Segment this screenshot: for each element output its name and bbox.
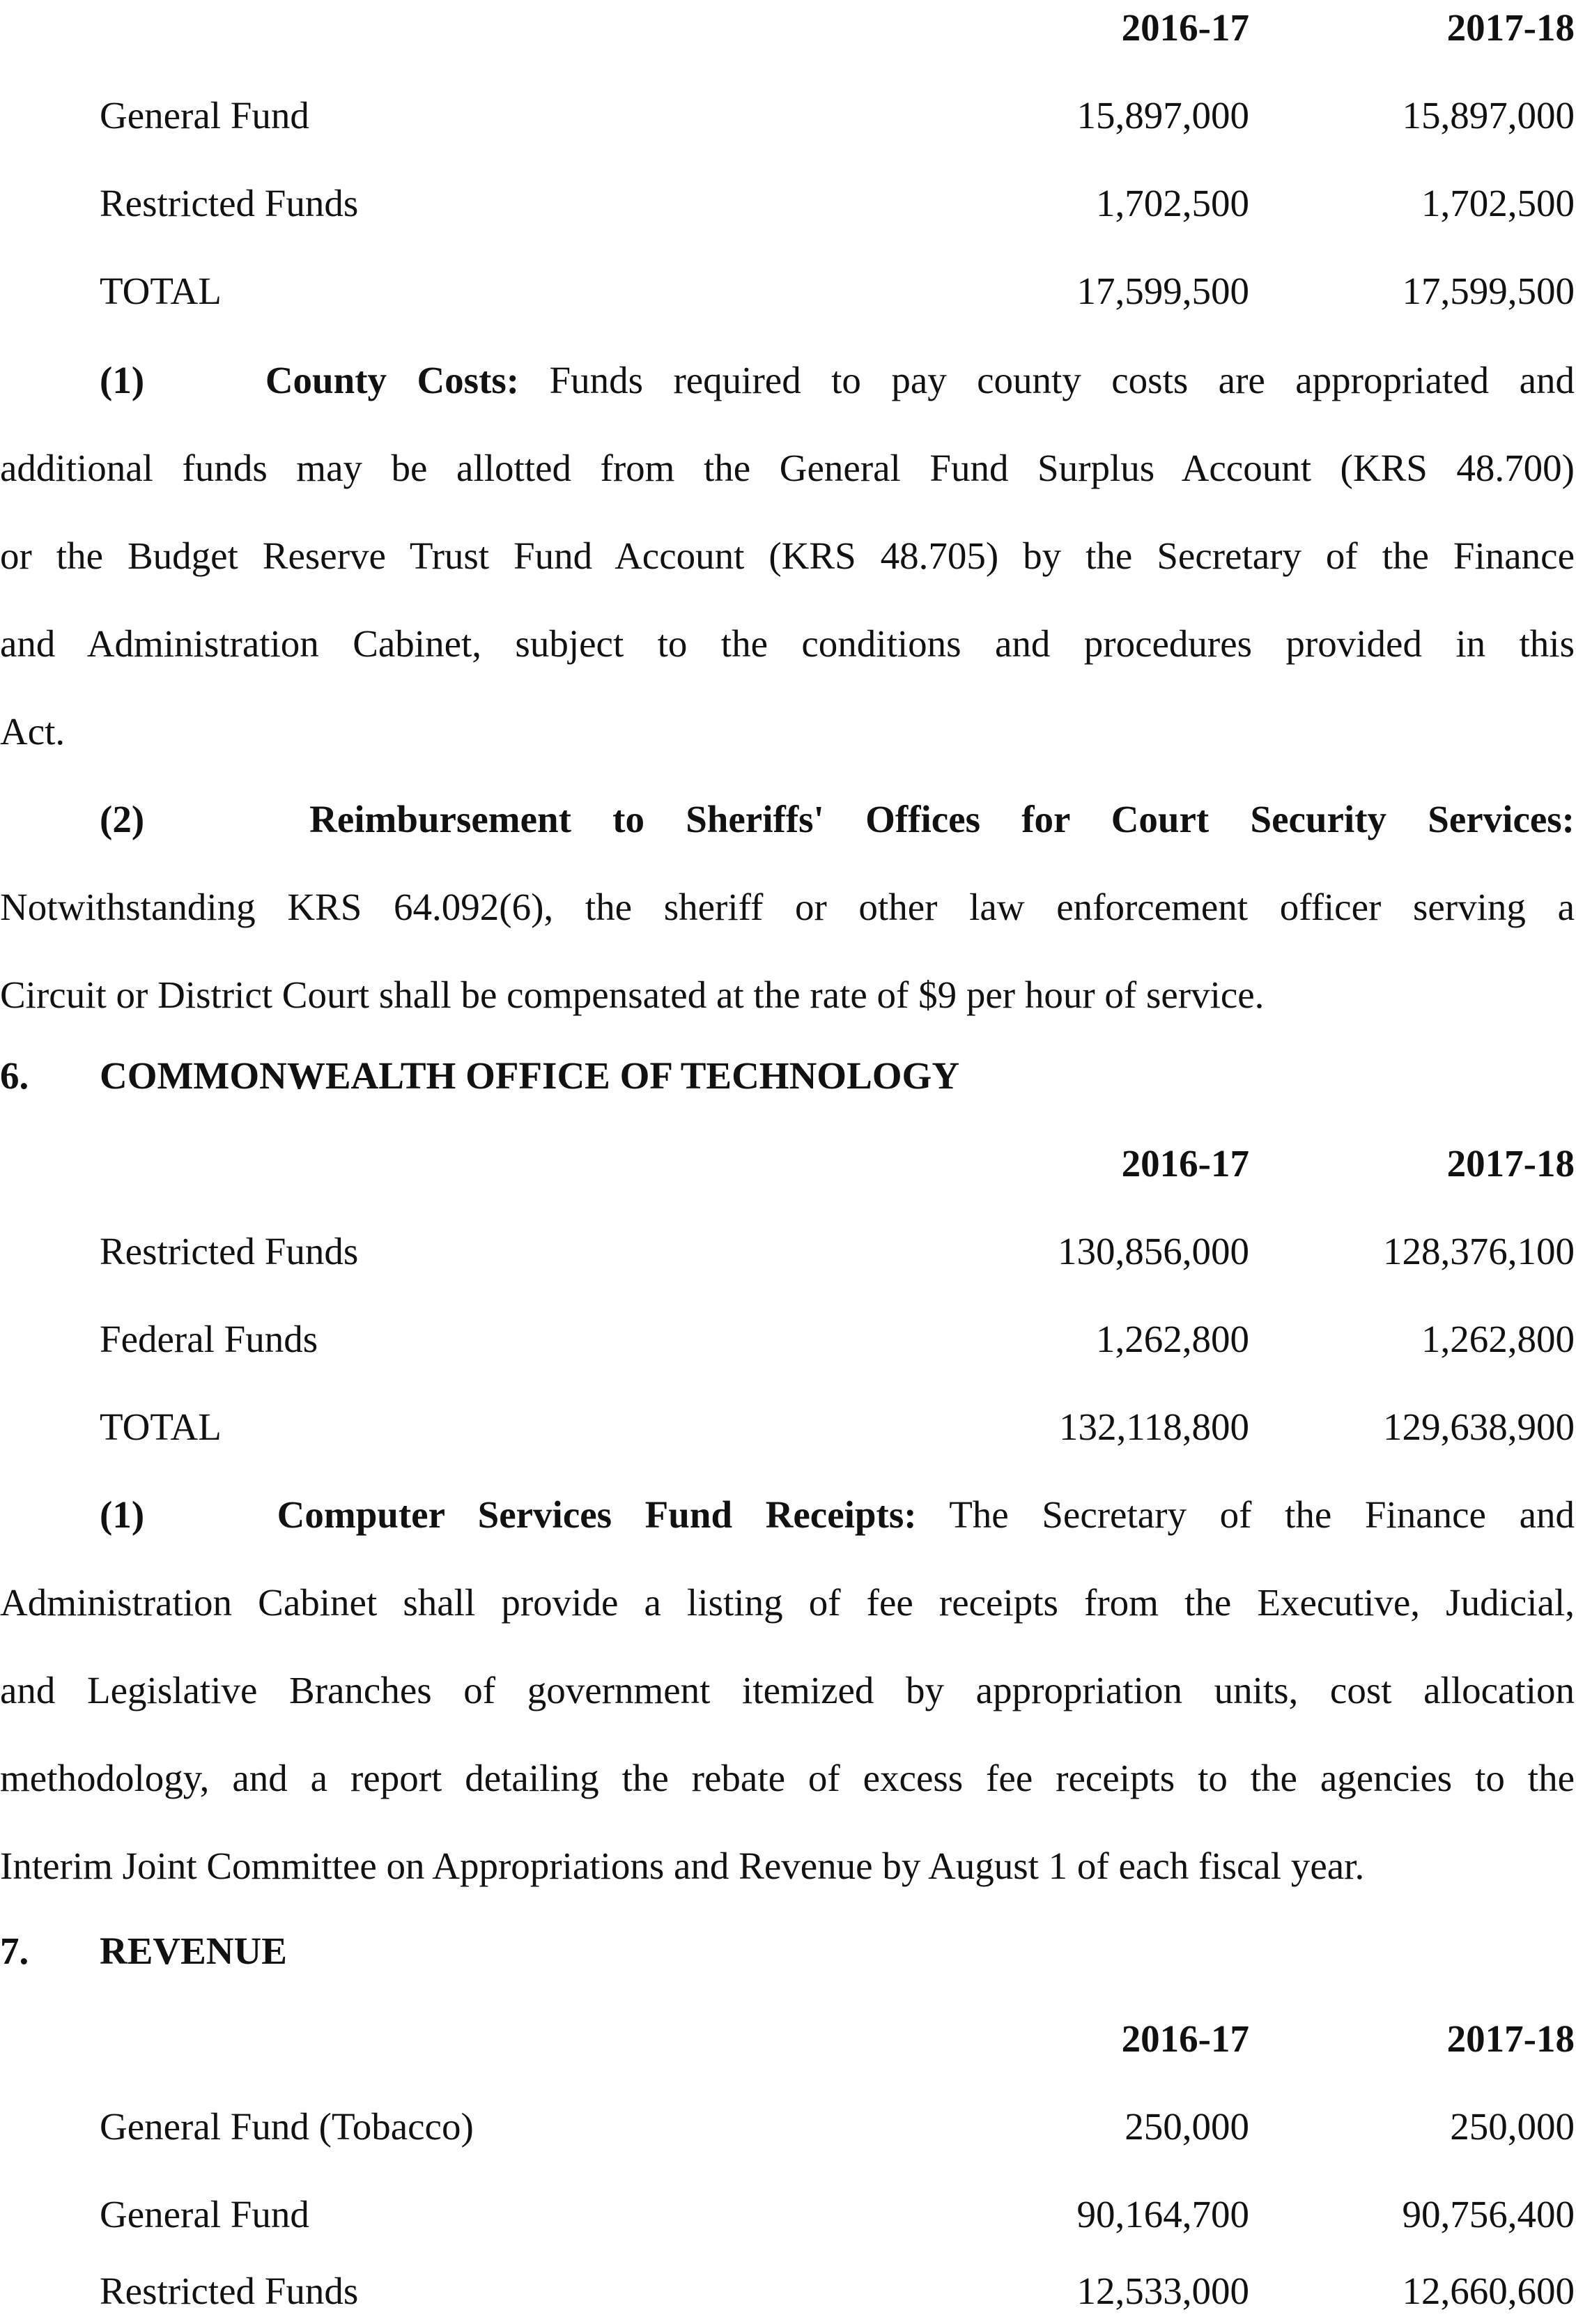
- paragraph-text: Administration Cabinet shall provide a listing of fee receipts from the Executive, Judicial,: [0, 1581, 1575, 1624]
- paragraph-text: and Administration Cabinet, subject to the conditions and procedures provided in this: [0, 622, 1575, 665]
- value-2017-18: 15,897,000: [1402, 94, 1575, 137]
- value-2017-18: 1,262,800: [1421, 1318, 1575, 1360]
- paragraph-reimbursement: [0, 776, 1575, 1039]
- paragraph-computer-services: [0, 1471, 1575, 1910]
- row-label: General Fund: [100, 94, 309, 137]
- value-2017-18: 90,756,400: [1402, 2193, 1575, 2235]
- row-label: Restricted Funds: [100, 182, 359, 224]
- section-title: REVENUE: [100, 1930, 287, 1972]
- value-2016-17: 130,856,000: [1058, 1230, 1249, 1272]
- paragraph-text: and Legislative Branches of government itemized by appropriation units, cost allocation: [0, 1669, 1575, 1711]
- value-2017-18: 17,599,500: [1402, 270, 1575, 312]
- column-header-2017-18: 2017-18: [1446, 2017, 1575, 2060]
- value-2017-18: 129,638,900: [1383, 1406, 1575, 1448]
- section-number: 6.: [0, 1054, 29, 1097]
- paragraph-text: Circuit or District Court shall be compensated at the rate of $9 per hour of service.: [0, 974, 1265, 1016]
- value-2016-17: 250,000: [1125, 2105, 1249, 2148]
- value-2016-17: 15,897,000: [1076, 94, 1249, 137]
- paragraph-text: Interim Joint Committee on Appropriations and Revenue by August 1 of each fiscal year.: [0, 1845, 1365, 1887]
- value-2017-18: 250,000: [1450, 2105, 1575, 2148]
- column-header-2016-17: 2016-17: [1121, 2017, 1249, 2060]
- section-heading-6: [0, 1054, 959, 1098]
- paragraph-title: Computer Services Fund Receipts:: [277, 1493, 917, 1536]
- column-header-2017-18: 2017-18: [1446, 6, 1575, 49]
- column-header-2017-18: 2017-18: [1446, 1142, 1575, 1185]
- paragraph-title: County Costs:: [265, 359, 520, 401]
- paragraph-text: Notwithstanding KRS 64.092(6), the sheriff or other law enforcement officer serving a: [0, 886, 1575, 928]
- row-label: TOTAL: [100, 270, 222, 312]
- paragraph-text: methodology, and a report detailing the rebate of excess fee receipts to the agencies to the: [0, 1757, 1575, 1799]
- section-heading-7: [0, 1929, 287, 1973]
- paragraph-text: or the Budget Reserve Trust Fund Account (KRS 48.705) by the Secretary of the Finance: [0, 534, 1575, 577]
- value-2016-17: 90,164,700: [1076, 2193, 1249, 2235]
- value-2016-17: 1,702,500: [1096, 182, 1249, 224]
- row-label: General Fund: [100, 2193, 309, 2235]
- paragraph-number: (1): [100, 1493, 145, 1536]
- paragraph-number: (2): [100, 798, 145, 840]
- value-2017-18: 128,376,100: [1383, 1230, 1575, 1272]
- paragraph-text: The Secretary of the Finance and: [949, 1493, 1575, 1536]
- row-label: Restricted Funds: [100, 1230, 359, 1272]
- value-2017-18: 1,702,500: [1421, 182, 1575, 224]
- column-header-2016-17: 2016-17: [1121, 6, 1249, 49]
- value-2016-17: 17,599,500: [1076, 270, 1249, 312]
- paragraph-title: Reimbursement to Sheriffs' Offices for Court Security Services:: [309, 798, 1575, 840]
- row-label: General Fund (Tobacco): [100, 2105, 474, 2148]
- row-label: Restricted Funds: [100, 2270, 359, 2312]
- paragraph-text: additional funds may be allotted from the General Fund Surplus Account (KRS 48.700): [0, 447, 1575, 489]
- value-2016-17: 12,533,000: [1076, 2270, 1249, 2312]
- value-2016-17: 132,118,800: [1059, 1406, 1249, 1448]
- column-header-2016-17: 2016-17: [1121, 1142, 1249, 1185]
- paragraph-text: Funds required to pay county costs are appropriated and: [549, 359, 1575, 401]
- paragraph-text: Act.: [0, 710, 65, 753]
- value-2016-17: 1,262,800: [1096, 1318, 1249, 1360]
- paragraph-number: (1): [100, 359, 145, 401]
- value-2017-18: 12,660,600: [1402, 2270, 1575, 2312]
- paragraph-county-costs: [0, 337, 1575, 776]
- section-title: COMMONWEALTH OFFICE OF TECHNOLOGY: [100, 1054, 960, 1097]
- section-number: 7.: [0, 1930, 29, 1972]
- row-label: TOTAL: [100, 1406, 222, 1448]
- row-label: Federal Funds: [100, 1318, 318, 1360]
